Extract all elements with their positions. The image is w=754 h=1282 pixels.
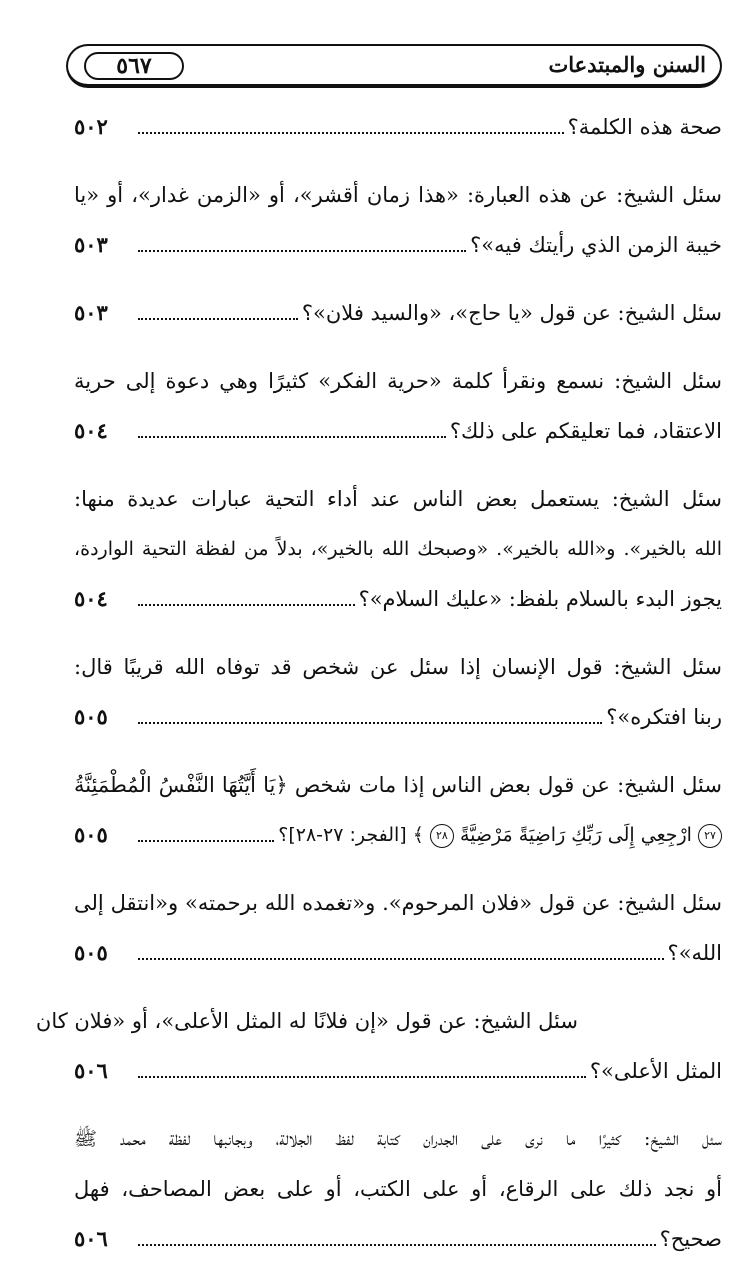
toc-entry[interactable] — [74, 170, 722, 270]
entry-text: المثل الأعلى»؟ — [589, 1059, 722, 1083]
toc-entry-last-line — [74, 102, 722, 152]
toc-entry-last-line — [74, 1046, 722, 1096]
page-header — [66, 44, 722, 88]
leader-dots — [138, 604, 355, 606]
ayah-number-marker: ٢٧ — [698, 824, 722, 848]
toc-entry[interactable] — [74, 288, 722, 338]
entry-text: الاعتقاد، فما تعليقكم على ذلك؟ — [449, 419, 722, 443]
entry-text: ربنا افتكره»؟ — [606, 705, 722, 729]
quran-verse — [278, 810, 722, 860]
entry-line: الله بالخير». و«الله بالخير». «وصبحك الله بالخير»، بدلاً من لفظة التحية الواردة، — [74, 538, 722, 560]
leader-dots — [138, 722, 602, 724]
entry-text: سئل الشيخ: عن قول «يا حاج»، «والسيد فلان»؟ — [301, 301, 722, 325]
toc-entry-last-line — [74, 220, 722, 270]
table-of-contents — [35, 102, 722, 1282]
leader-dots — [138, 1076, 586, 1078]
entry-page-number: ٥٠٥ — [74, 940, 108, 965]
toc-entry-last-line — [74, 1214, 722, 1264]
toc-entry-last-line — [74, 288, 722, 338]
entry-page-number: ٥٠٥ — [74, 822, 108, 847]
entry-line: سئل الشيخ: يستعمل بعض الناس عند أداء التحية عبارات عديدة منها: — [74, 487, 722, 511]
entry-line: سئل الشيخ: عن قول «فلان المرحوم». و«تغمده الله برحمته» و«انتقل إلى — [74, 891, 722, 915]
entry-page-number: ٥٠٤ — [74, 586, 108, 611]
entry-page-number: ٥٠٢ — [74, 114, 108, 139]
toc-entry-last-line — [74, 810, 722, 860]
entry-page-number: ٥٠٣ — [74, 232, 108, 257]
entry-page-number: ٥٠٣ — [74, 300, 108, 325]
toc-entry[interactable] — [74, 474, 722, 624]
entry-page-number: ٥٠٦ — [74, 1058, 108, 1083]
verse-reference: ﴾ [الفجر: ٢٧-٢٨]؟ — [278, 824, 424, 846]
toc-entry[interactable] — [74, 760, 722, 860]
leader-dots — [138, 840, 274, 842]
entry-line: أو نجد ذلك على الرقاع، أو على الكتب، أو على بعض المصاحف، فهل — [74, 1177, 722, 1201]
toc-entry[interactable] — [35, 996, 722, 1096]
entry-line: سئل الشيخ: كثيرًا ما نرى على الجدران كتابة لفظ الجلالة، وبجانبها لفظة محمد ﷺ — [74, 1128, 722, 1150]
entry-line: سئل الشيخ: نسمع ونقرأ كلمة «حرية الفكر» كثيرًا وهي دعوة إلى حرية — [74, 369, 722, 393]
toc-entry-last-line — [74, 574, 722, 624]
leader-dots — [138, 436, 446, 438]
entry-text: يجوز البدء بالسلام بلفظ: «عليك السلام»؟ — [358, 587, 722, 611]
verse-text: ارْجِعِي إِلَى رَبِّكِ رَاضِيَةً مَرْضِيَّةً — [459, 824, 692, 846]
page-number: ٥٦٧ — [84, 52, 184, 80]
toc-entry[interactable] — [74, 356, 722, 456]
leader-dots — [138, 132, 564, 134]
entry-page-number: ٥٠٦ — [74, 1226, 108, 1251]
entry-line: سئل الشيخ: عن قول «إن فلانًا له المثل الأعلى»، أو «فلان كان — [35, 1009, 578, 1033]
leader-dots — [138, 958, 664, 960]
entry-text: خيبة الزمن الذي رأيتك فيه»؟ — [470, 233, 722, 257]
toc-entry[interactable] — [74, 102, 722, 152]
leader-dots — [138, 250, 466, 252]
running-title: السنن والمبتدعات — [548, 52, 706, 77]
toc-entry-last-line — [74, 692, 722, 742]
toc-entry-last-line — [74, 928, 722, 978]
ayah-number-marker: ٢٨ — [430, 824, 454, 848]
leader-dots — [138, 318, 298, 320]
entry-text: صحة هذه الكلمة؟ — [567, 115, 722, 139]
entry-line: سئل الشيخ: عن قول بعض الناس إذا مات شخص ﴿يَا أَيَّتُهَا النَّفْسُ الْمُطْمَئِنَّةُ — [74, 773, 722, 797]
entry-line: سئل الشيخ: قول الإنسان إذا سئل عن شخص قد توفاه الله قريبًا قال: — [74, 655, 722, 679]
toc-entry-last-line — [74, 406, 722, 456]
toc-entry[interactable] — [74, 878, 722, 978]
entry-page-number: ٥٠٤ — [74, 418, 108, 443]
entry-text: صحيح؟ — [659, 1227, 722, 1251]
entry-text: الله»؟ — [667, 941, 722, 965]
entry-line: سئل الشيخ: عن هذه العبارة: «هذا زمان أقشر»، أو «الزمن غدار»، أو «يا — [74, 183, 722, 207]
toc-entry[interactable] — [74, 642, 722, 742]
leader-dots — [138, 1244, 656, 1246]
toc-entry[interactable] — [74, 1114, 722, 1264]
entry-page-number: ٥٠٥ — [74, 704, 108, 729]
